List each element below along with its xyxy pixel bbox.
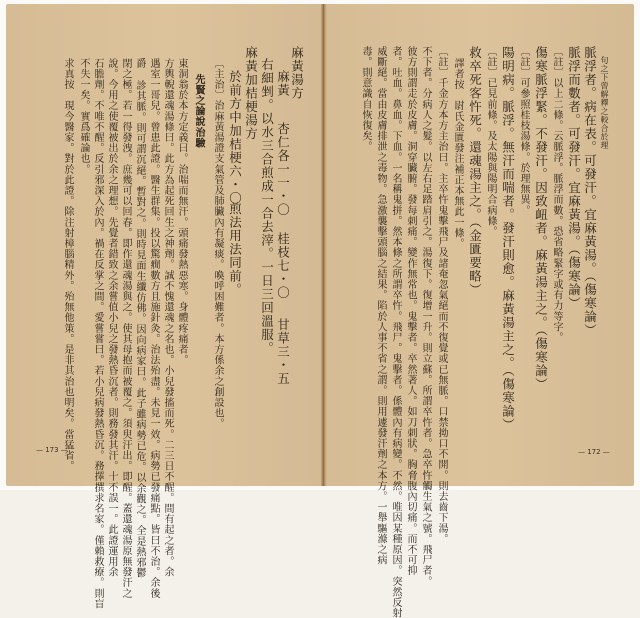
text-column: 傷寒脈浮緊。不發汗。因致衄者。麻黃湯主之。（傷寒論） xyxy=(533,46,549,391)
text-column: 〔註〕千金方本方主治曰。主卒忤鬼擊飛尸及諸奄忽氣絕而不復覺或已無脈。口禁拗口不開。則去齒下湯。 xyxy=(436,46,447,545)
text-column: 遇室一哥兒。曾患此證。醫生群集。投以驚癇數方且施針灸。治法殆盡。未見一效。病勢已發痛點。皆曰不治。余後 xyxy=(148,58,159,599)
text-column: 方輿輗還魂湯條曰。此方為起死回生之神劑。誠不愧還魂之名也。小兒發搐而死。二三日不醒。間有起之者。余 xyxy=(162,58,173,578)
text-column: 桂枝七・〇 xyxy=(275,232,291,300)
text-column: 甘草三・五 xyxy=(275,318,291,386)
text-column: 麻黃 xyxy=(275,70,291,97)
text-column: 者。吐血。鼻血。下血。一名稱鬼拼。然本條之所謂卒忤。飛尸。鬼擊者。係體內有病變。不然。唯因某種原因。突然反射 xyxy=(390,46,401,618)
text-column: 陽明病。脈浮。無汗而喘者。發汗則愈。麻黃湯主之。（傷寒論） xyxy=(500,46,516,432)
text-column: 麻黃湯方 xyxy=(289,46,305,100)
text-column: 杏仁各一一・〇 xyxy=(275,122,291,217)
text-column: 不失一矣。實爲確論也。 xyxy=(78,58,89,175)
text-column: 〔主治〕治麻黃湯證支氣管及肺臟內有凝痰。喚呼困難者。本方係余之創設也。 xyxy=(212,58,223,429)
text-column: 東洞翁於本方定義曰。治喘而無汗。頭痛發熱惡寒。身體疼痛者。 xyxy=(176,58,187,366)
text-column: 閉之極。若一得發洩。庶幾可以回春。即作還魂湯與之。使其母抱而被覆之。須臾汗出。即醒。蓋還魂湯原無發汗之 xyxy=(120,58,131,599)
text-column: 不下者。分病人之髮。以左右足踏肩引之。湯復下。復增一升。則立蘇。所謂卒忤者。急卒忤觸生氣之號。飛尸者。 xyxy=(420,46,431,587)
text-column: 於前方中加桔梗六・〇 xyxy=(227,70,243,205)
left-page-number: — 173 — xyxy=(36,446,68,454)
text-column: 爵 診其脈。則可謂沉絕。暫對之。則時見面生纖仿佛。因向病家曰。此子雖病勢已危。以余觀之。全是熱邪鬱 xyxy=(134,58,145,579)
text-column: 麻黃加桔梗湯方 xyxy=(243,46,259,141)
book-gutter xyxy=(321,4,327,486)
text-column: 脈浮者。病在表。可發汗。宜麻黃湯。（傷寒論） xyxy=(582,46,598,337)
text-column: 脈浮而數者。可發汗。宜麻黃湯。（傷寒論） xyxy=(566,46,582,310)
text-column: 說。今用之使覆被出於余之理想。先覺者錯致之余嘗值小兒之發熱昏沉者。則務發其汗。十不誤一。此證運用余 xyxy=(106,58,117,578)
text-column: 求真按 現今醫家。對於此證。除注射樟腦精外。殆無他策。是非其治也明矣。當猛省。 xyxy=(62,58,73,472)
right-page-number: — 172 — xyxy=(578,448,610,456)
text-column: 〔註〕已見前條。及太陽與陽明合病條。 xyxy=(485,46,496,237)
text-column: 彼方則謂走於皮膚。洞穿臟腑。發每刺痛。變作無常也。鬼擊者。卒然著人。如刀刺狀。胸脅腹內切痛。而不可抑 xyxy=(405,46,416,576)
text-column: 右細剉。以水三合煎成一合去滓。一日三回溫服。 xyxy=(259,58,275,355)
text-column: 譯者按 尉氏金匱發注補正本無此一條。 xyxy=(452,58,463,249)
text-column: 〔註〕以上二條。云脈浮。脈浮而數。恐省略緊字或有力等字。 xyxy=(551,46,562,343)
text-column: 石膽劑。不唯不醒。反引邪深入於內。禍在反掌之間。愛嘗嘗曰。若小兒病發熱昏沉。務擇撰求名家。僅賴救療。則盲 xyxy=(92,58,103,610)
text-column: 救卒死客忤死。還魂湯主之。（金匱要略） xyxy=(467,46,483,297)
text-column: 毒。則意識自恢復矣。 xyxy=(360,46,371,152)
text-column: 句之下曾解釋之較合於理 xyxy=(600,56,609,150)
text-column: 〔註〕可參照桂枝湯條。於理無異。 xyxy=(518,46,529,216)
text-column: 煎法用法同前。 xyxy=(227,202,243,297)
text-column: 威斷絕。當由皮膚排泄之毒物。急激襲擊頭腦之結果。陷於人事不省之謂。則用遽發汗劑之本方。一舉驅滌之病 xyxy=(375,46,386,566)
text-column: 先賢之論說治驗 xyxy=(193,74,204,149)
